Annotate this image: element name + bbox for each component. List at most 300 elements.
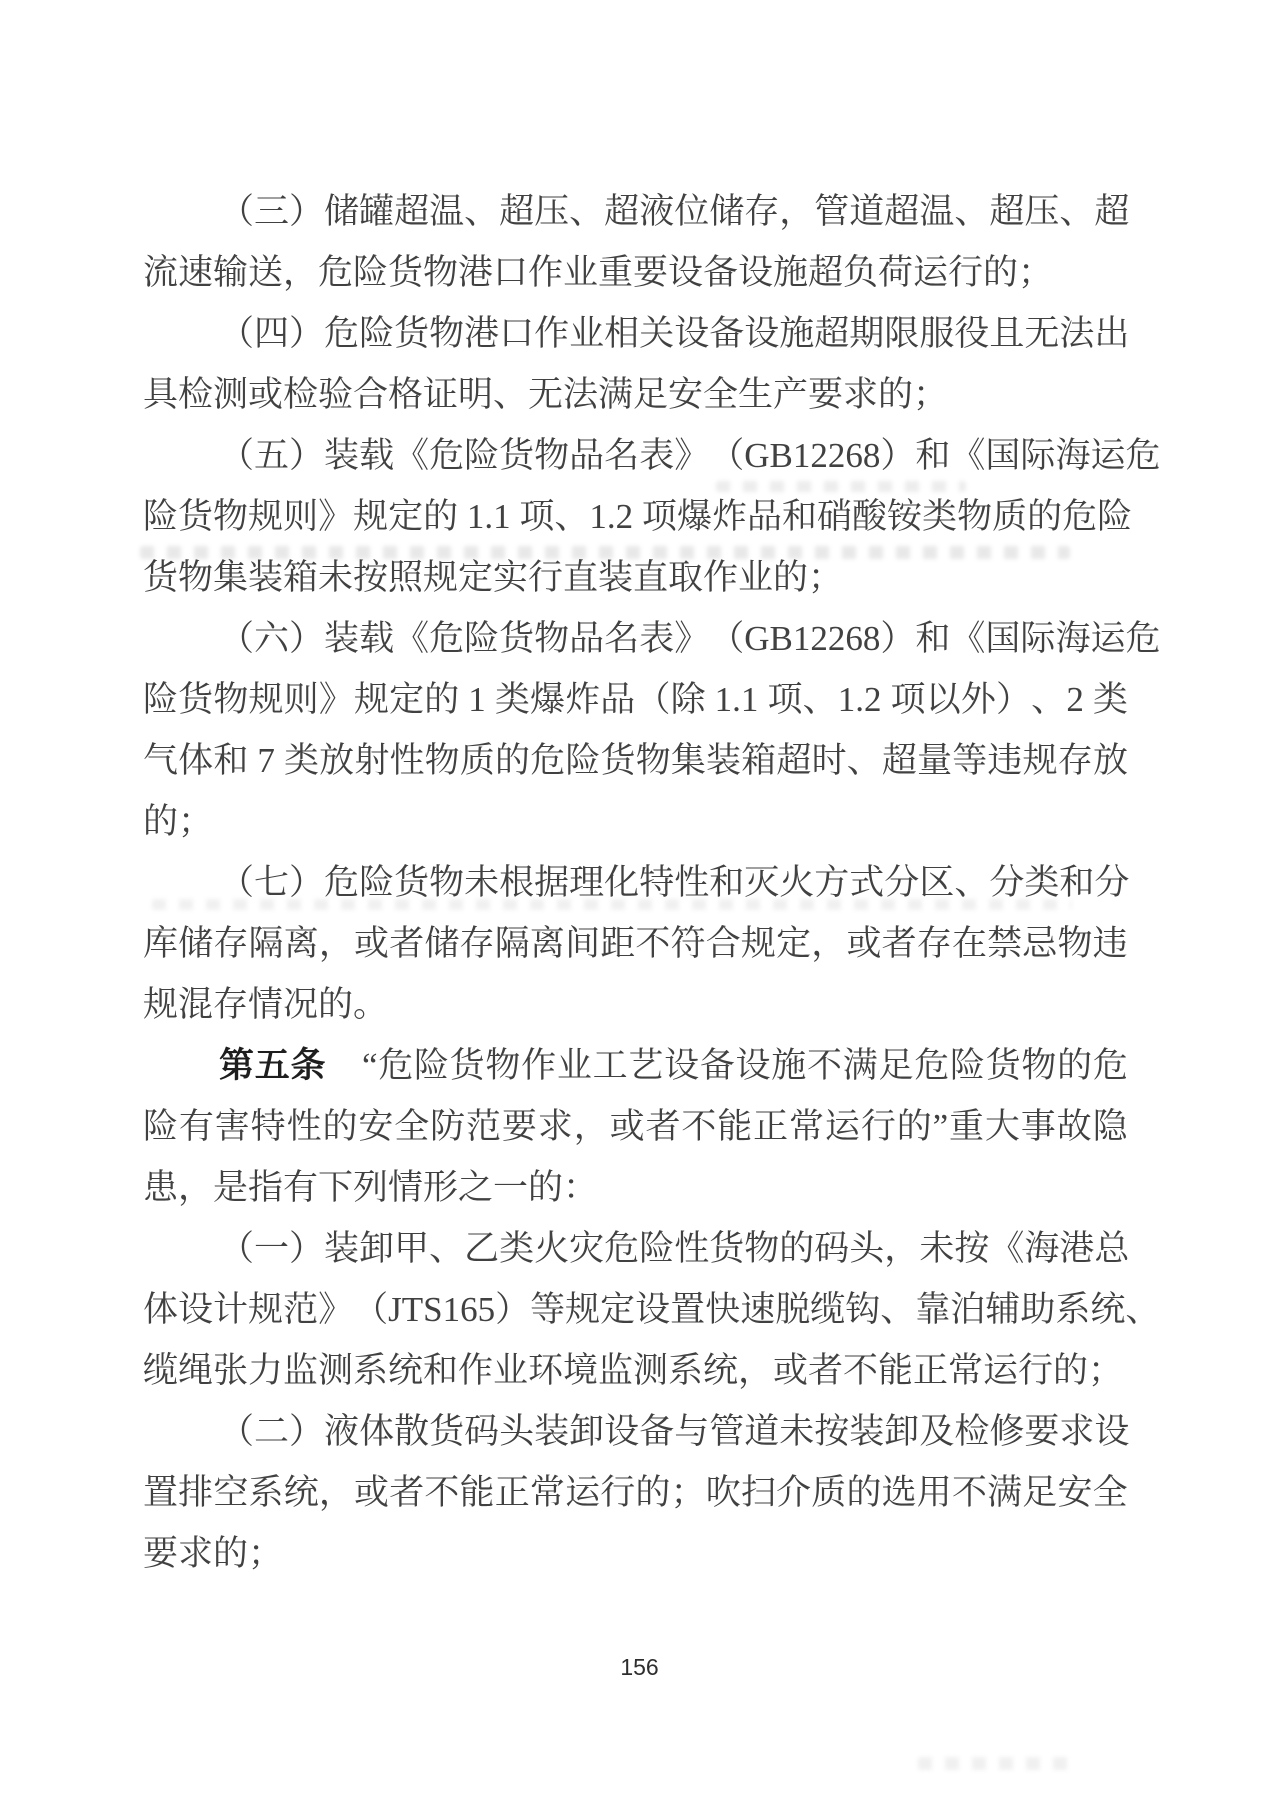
text-unit: 存 (916, 924, 952, 963)
text-unit: 港 (464, 314, 500, 353)
text-unit: 规 (1022, 741, 1058, 780)
text-unit: 不 (635, 924, 671, 963)
text-unit: 放 (1092, 741, 1128, 780)
text-line (143, 1035, 1128, 1096)
text-line (143, 913, 1128, 974)
text-unit: 范 (466, 1107, 502, 1146)
text-unit: 货 (429, 1412, 465, 1451)
text-unit: （ (219, 1229, 255, 1268)
text-unit: 隔 (248, 924, 284, 963)
text-unit (633, 486, 642, 547)
text-unit: 作 (521, 1046, 557, 1085)
text-unit: ） (495, 1290, 531, 1329)
text-unit: 物 (635, 741, 671, 780)
line-text: 流速输送，危险货物港口作业重要设备设施超负荷运行的； (143, 253, 1054, 292)
text-unit: 的 (495, 741, 531, 780)
text-unit (1084, 669, 1093, 730)
text-unit: 际 (1020, 436, 1056, 475)
text-unit: 分 (1094, 863, 1130, 902)
text-unit: 《 (950, 619, 986, 658)
text-unit: 险 (143, 497, 179, 536)
text-unit: 忌 (1022, 924, 1058, 963)
text-unit: 质 (459, 741, 495, 780)
text-unit: 、 (846, 741, 882, 780)
text-unit: 《 (394, 619, 430, 658)
text-unit: 特 (250, 1107, 286, 1146)
text-unit: 险 (413, 1046, 449, 1085)
text-unit: 置 (670, 1290, 706, 1329)
text-unit: 重 (949, 1107, 985, 1146)
text-unit: 及 (919, 1412, 955, 1451)
text-unit: 物 (429, 314, 465, 353)
text-unit: 装 (849, 1412, 885, 1451)
text-unit: 满 (842, 1046, 878, 1085)
text-unit: “ (361, 1046, 378, 1085)
text-line (143, 242, 1128, 303)
text-unit: 存 (459, 924, 495, 963)
text-unit: 、 (880, 1290, 916, 1329)
text-unit: 载 (359, 619, 395, 658)
text-unit: ） (880, 619, 916, 658)
text-unit (511, 486, 520, 547)
text-unit: 设 (1094, 1412, 1130, 1451)
text-unit: 禁 (987, 924, 1023, 963)
text-unit: 温 (429, 192, 465, 231)
text-unit: 理 (569, 863, 605, 902)
text-line (143, 1523, 1128, 1584)
text-unit: 离 (529, 924, 565, 963)
text-unit: 安 (358, 1107, 394, 1146)
text-unit: 未 (779, 1412, 815, 1451)
text-unit: 除 (670, 680, 706, 719)
article-number-text: 条 (290, 1046, 326, 1085)
text-unit: 货 (985, 1046, 1021, 1085)
text-line (143, 608, 1161, 669)
text-unit: 危 (914, 1046, 950, 1085)
text-unit: 的 (424, 680, 460, 719)
text-unit: 罐 (359, 192, 395, 231)
text-unit: 分 (884, 863, 920, 902)
text-line (143, 303, 1128, 364)
text-unit: 、 (464, 192, 500, 231)
text-unit: 项 (519, 497, 555, 536)
text-unit: 式 (849, 863, 885, 902)
text-unit: 规 (353, 497, 389, 536)
text-unit: 速 (740, 1290, 776, 1329)
text-unit: 存 (744, 192, 780, 231)
text-unit: 危 (429, 436, 465, 475)
text-unit: ， (884, 1229, 920, 1268)
text-unit: （ (353, 1290, 389, 1329)
text-unit: 品 (600, 680, 636, 719)
text-unit: 、 (1125, 1290, 1161, 1329)
text-unit: 《 (950, 436, 986, 475)
text-line (143, 547, 1128, 608)
text-unit: 险 (639, 1229, 675, 1268)
text-unit: 项 (767, 680, 803, 719)
text-unit: 质 (811, 1473, 847, 1512)
text-unit: 物 (213, 497, 249, 536)
text-unit: 工 (592, 1046, 628, 1085)
text-unit: 危 (1125, 436, 1161, 475)
text-unit: 装 (324, 619, 360, 658)
text-unit: 储 (178, 924, 214, 963)
text-unit: 检 (954, 1412, 990, 1451)
text-unit: 的 (779, 1229, 815, 1268)
text-unit: 钩 (845, 1290, 881, 1329)
text-unit: 装 (534, 1412, 570, 1451)
text-unit: 超 (394, 192, 430, 231)
text-unit: 快 (705, 1290, 741, 1329)
text-unit: 定 (776, 924, 812, 963)
text-unit: 和 (781, 497, 817, 536)
text-unit: 规 (248, 497, 284, 536)
text-unit: 1.1 (714, 680, 759, 719)
text-unit: 卸 (359, 1229, 395, 1268)
text-unit: 性 (286, 1107, 322, 1146)
text-unit: 险 (143, 1107, 179, 1146)
text-unit: 危 (1092, 1046, 1128, 1085)
text-unit: （ (709, 436, 745, 475)
text-unit: 乙 (464, 1229, 500, 1268)
text-unit: 项 (890, 680, 926, 719)
text-unit: 运 (1090, 436, 1126, 475)
text-unit: 《 (394, 436, 430, 475)
text-unit: ） (289, 619, 325, 658)
line-text: 要求的； (143, 1534, 284, 1573)
text-unit: 隔 (494, 924, 530, 963)
text-unit: 超 (989, 192, 1025, 231)
text-unit: 超 (884, 192, 920, 231)
text-unit: 运 (1090, 619, 1126, 658)
text-unit: ） (289, 1412, 325, 1451)
text-unit: 空 (213, 1473, 249, 1512)
text-unit: 故 (1056, 1107, 1092, 1146)
text-unit: 甲 (394, 1229, 430, 1268)
text-unit: 量 (917, 741, 953, 780)
text-unit: 》 (318, 497, 354, 536)
text-unit: 要 (501, 1107, 537, 1146)
article-number-text: 五 (254, 1046, 290, 1085)
text-unit: 表 (639, 436, 675, 475)
text-unit: 助 (1020, 1290, 1056, 1329)
text-unit: 无 (1024, 314, 1060, 353)
text-unit: 规 (353, 680, 389, 719)
text-unit: 化 (604, 863, 640, 902)
text-unit: 码 (464, 1412, 500, 1451)
text-unit: 超 (499, 192, 535, 231)
text-unit: 运 (824, 1107, 860, 1146)
text-unit: 违 (1092, 924, 1128, 963)
text-unit: 位 (674, 192, 710, 231)
text-unit: 等 (530, 1290, 566, 1329)
text-unit: 统 (1090, 1290, 1126, 1329)
text-unit: 正 (753, 1107, 789, 1146)
text-unit (882, 669, 891, 730)
text-unit: 要 (1024, 1412, 1060, 1451)
line-text: 具检测或检验合格证明、无法满足安全生产要求的； (143, 375, 949, 414)
text-unit: 系 (1055, 1290, 1091, 1329)
text-unit: 危 (1125, 619, 1161, 658)
text-unit: 未 (464, 863, 500, 902)
text-unit: 海 (1055, 436, 1091, 475)
text-unit: 能 (717, 1107, 753, 1146)
text-unit: 液 (639, 192, 675, 231)
text-unit: 物 (213, 680, 249, 719)
text-unit: 的 (635, 1473, 671, 1512)
text-unit: 货 (600, 741, 636, 780)
text-unit: 物 (957, 497, 993, 536)
text-unit: 、 (954, 863, 990, 902)
text-unit: 险 (359, 863, 395, 902)
text-unit: 物 (744, 1229, 780, 1268)
text-unit: 备 (709, 314, 745, 353)
text-unit: 危 (378, 1046, 414, 1085)
text-unit: 道 (744, 1412, 780, 1451)
text-unit: 三 (254, 192, 290, 231)
text-line (143, 1279, 1161, 1340)
text-unit: 不 (424, 1473, 460, 1512)
text-unit: 害 (214, 1107, 250, 1146)
text-unit: GB12268 (744, 619, 881, 658)
text-unit: 区 (919, 863, 955, 902)
text-unit (458, 486, 467, 547)
line-text: 货物集装箱未按照规定实行直装直取作业的； (143, 558, 844, 597)
text-unit: 则 (283, 497, 319, 536)
text-unit: 险 (359, 314, 395, 353)
text-unit: 危 (429, 619, 465, 658)
text-unit: 储 (424, 924, 460, 963)
text-unit: 险 (949, 1046, 985, 1085)
text-line (143, 486, 1133, 547)
text-unit: 炸 (711, 497, 747, 536)
text-unit: 爆 (529, 680, 565, 719)
text-unit: 求 (1059, 1412, 1095, 1451)
text-unit: 险 (464, 436, 500, 475)
text-unit: 超 (604, 192, 640, 231)
text-unit: 的 (846, 1473, 882, 1512)
text-unit: （ (219, 619, 255, 658)
text-unit: 足 (878, 1046, 914, 1085)
text-unit: 足 (1022, 1473, 1058, 1512)
text-unit: （ (219, 863, 255, 902)
text-unit: 险 (464, 619, 500, 658)
text-unit: 温 (919, 192, 955, 231)
text-unit: 合 (705, 924, 741, 963)
text-unit: 期 (849, 314, 885, 353)
text-unit: 、 (554, 497, 590, 536)
text-unit: 行 (600, 1473, 636, 1512)
text-unit: 的 (423, 497, 459, 536)
text-unit: 危 (1062, 497, 1098, 536)
text-unit: ， (811, 924, 847, 963)
text-unit: 关 (639, 314, 675, 353)
text-line (143, 1462, 1128, 1523)
text-unit: 《 (989, 1229, 1025, 1268)
text-unit: ） (289, 314, 325, 353)
text-unit: 据 (534, 863, 570, 902)
text-unit: 性 (674, 1229, 710, 1268)
text-unit: 方 (814, 863, 850, 902)
text-unit: 火 (779, 863, 815, 902)
text-unit: 》 (674, 619, 710, 658)
line-text: 缆绳张力监测系统和作业环境监测系统，或者不能正常运行的； (143, 1351, 1124, 1390)
text-unit: （ (219, 314, 255, 353)
text-unit: 和 (709, 863, 745, 902)
text-unit: 项 (641, 497, 677, 536)
text-unit: 类 (1024, 863, 1060, 902)
text-unit: 服 (919, 314, 955, 353)
text-unit: 者 (389, 1473, 425, 1512)
text-unit: 求 (537, 1107, 573, 1146)
text-unit: 的 (322, 1107, 358, 1146)
text-unit: 口 (499, 314, 535, 353)
text-unit: 艺 (628, 1046, 664, 1085)
text-unit: 危 (530, 741, 566, 780)
text-unit: 备 (639, 1412, 675, 1451)
text-unit: 不 (951, 1473, 987, 1512)
text-unit: 卸 (569, 1412, 605, 1451)
text-unit: 险 (565, 741, 601, 780)
text-unit: 吹 (705, 1473, 741, 1512)
text-unit: 的 (896, 1107, 932, 1146)
text-unit: 物 (429, 863, 465, 902)
text-unit: 则 (283, 680, 319, 719)
text-unit: 间 (565, 924, 601, 963)
text-unit: 出 (1094, 314, 1130, 353)
text-unit: 射 (354, 741, 390, 780)
text-unit: 载 (359, 436, 395, 475)
text-unit: 与 (674, 1412, 710, 1451)
text-unit: 放 (319, 741, 355, 780)
text-unit: 名 (604, 436, 640, 475)
text-unit: 且 (989, 314, 1025, 353)
text-unit: 性 (389, 741, 425, 780)
text-unit: 品 (569, 436, 605, 475)
text-unit: 满 (987, 1473, 1023, 1512)
text-unit: 装 (324, 1229, 360, 1268)
text-unit: 或 (354, 1473, 390, 1512)
text-unit: ） (289, 863, 325, 902)
text-unit: 违 (987, 741, 1023, 780)
text-unit: 在 (951, 924, 987, 963)
text-unit: ） (996, 680, 1032, 719)
text-line (143, 791, 1128, 852)
text-line (143, 1218, 1128, 1279)
text-unit: 货 (394, 863, 430, 902)
text-unit: 箱 (741, 741, 777, 780)
text-unit: 物 (534, 619, 570, 658)
text-unit: 际 (1020, 619, 1056, 658)
text-unit: 设 (664, 1046, 700, 1085)
page-number: 156 (620, 1654, 659, 1680)
text-unit: 硝 (817, 497, 853, 536)
text-unit: 扫 (740, 1473, 776, 1512)
text-unit: 的 (1027, 497, 1063, 536)
text-unit: 道 (849, 192, 885, 231)
text-unit: 业 (556, 1046, 592, 1085)
text-unit: 范 (283, 1290, 319, 1329)
text-unit: 1.1 (466, 497, 511, 536)
text-unit: 品 (746, 497, 782, 536)
text-unit: ） (289, 1229, 325, 1268)
text-unit: 二 (254, 1412, 290, 1451)
text-unit: 物 (424, 741, 460, 780)
text-unit: 、 (802, 680, 838, 719)
text-unit: 危 (604, 1229, 640, 1268)
document-body (143, 181, 1161, 1584)
text-unit: 超 (881, 741, 917, 780)
text-unit: 定 (389, 680, 425, 719)
text-unit: 防 (430, 1107, 466, 1146)
text-unit: 行 (860, 1107, 896, 1146)
text-unit: 者 (881, 924, 917, 963)
text-unit: ， (318, 1473, 354, 1512)
text-unit: 体 (359, 1412, 395, 1451)
text-unit: 火 (534, 1229, 570, 1268)
text-unit: 险 (1097, 497, 1133, 536)
text-line (143, 181, 1128, 242)
text-unit: 库 (143, 924, 179, 963)
text-unit: 》 (318, 1290, 354, 1329)
text-unit: 存 (213, 924, 249, 963)
text-unit: 货 (178, 497, 214, 536)
text-unit: 定 (600, 1290, 636, 1329)
text-unit: 7 (257, 741, 275, 780)
text-line (143, 852, 1128, 913)
text-unit: 体 (143, 1290, 179, 1329)
text-unit: 头 (849, 1229, 885, 1268)
text-unit: 未 (919, 1229, 955, 1268)
line-text: 规混存情况的。 (143, 985, 389, 1024)
text-unit: 备 (699, 1046, 735, 1085)
text-unit: 、 (429, 1229, 465, 1268)
text-unit: 液 (324, 1412, 360, 1451)
text-unit: 设 (744, 314, 780, 353)
text-unit: 按 (814, 1412, 850, 1451)
text-unit: 置 (143, 1473, 179, 1512)
text-unit: 类 (499, 1229, 535, 1268)
text-unit: 、 (1059, 192, 1095, 231)
text-unit: 缆 (810, 1290, 846, 1329)
text-unit: 事 (1020, 1107, 1056, 1146)
text-unit: 全 (1092, 1473, 1128, 1512)
text-line (143, 1157, 1128, 1218)
text-unit: 时 (811, 741, 847, 780)
text-unit: 类 (283, 741, 319, 780)
text-unit: 安 (1057, 1473, 1093, 1512)
text-unit: 灭 (744, 863, 780, 902)
text-unit: 类 (494, 680, 530, 719)
text-unit: （ (635, 680, 671, 719)
text-unit: 炸 (565, 680, 601, 719)
text-unit: 管 (814, 192, 850, 231)
text-unit: 者 (389, 924, 425, 963)
text-unit: （ (709, 619, 745, 658)
text-unit: 符 (670, 924, 706, 963)
text-unit: 一 (254, 1229, 290, 1268)
text-unit: 危 (324, 314, 360, 353)
text-unit: 法 (1059, 314, 1095, 353)
text-unit: 能 (459, 1473, 495, 1512)
text-unit: 七 (254, 863, 290, 902)
text-unit: 压 (534, 192, 570, 231)
text-unit: 类 (1092, 680, 1128, 719)
text-unit: ） (289, 436, 325, 475)
text-unit: 国 (985, 436, 1021, 475)
text-unit: 1.2 (837, 680, 882, 719)
text-unit: 施 (779, 314, 815, 353)
